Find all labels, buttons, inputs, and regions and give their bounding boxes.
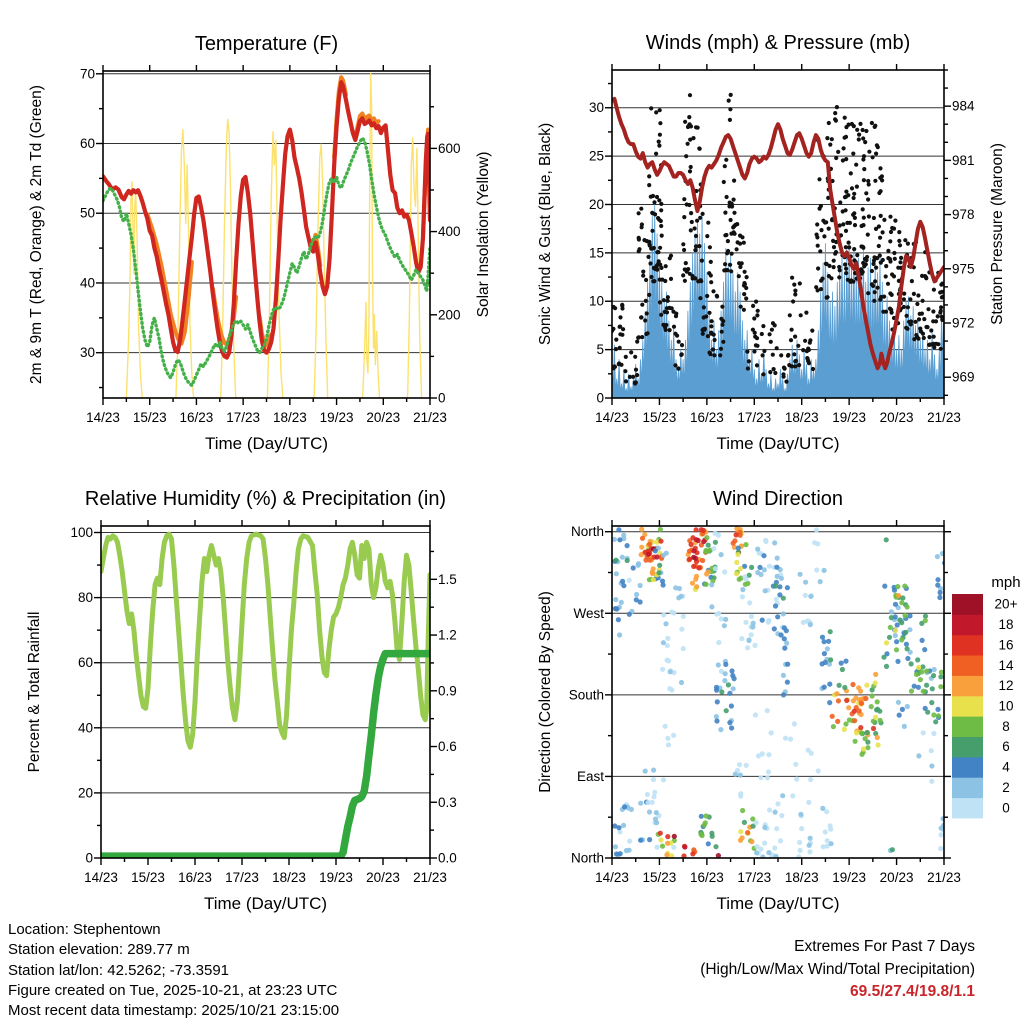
colorbar-bin-label: 12 bbox=[998, 678, 1014, 694]
x-axis-title: Time (Day/UTC) bbox=[204, 434, 329, 453]
station-elevation: Station elevation: 289.77 m bbox=[8, 941, 190, 959]
y-tick-label: 30 bbox=[79, 345, 95, 361]
y2-tick-label: 0 bbox=[438, 390, 446, 406]
y-tick-label: 0 bbox=[85, 850, 93, 866]
colorbar-bin bbox=[952, 655, 983, 676]
x-tick-label: 19/23 bbox=[319, 870, 353, 885]
colorbar-bin bbox=[952, 594, 983, 615]
x-tick-label: 17/23 bbox=[226, 410, 261, 425]
x-tick-label: 20/23 bbox=[879, 870, 914, 885]
x-tick-label: 20/23 bbox=[366, 870, 400, 885]
y-tick-label: 5 bbox=[596, 342, 604, 358]
data-timestamp: Most recent data timestamp: 2025/10/21 23:15:00 bbox=[8, 1002, 340, 1020]
relative-humidity bbox=[101, 534, 430, 747]
x-tick-label: 16/23 bbox=[179, 410, 214, 425]
y2-tick-label: 400 bbox=[438, 224, 461, 240]
x-tick-label: 20/23 bbox=[879, 410, 914, 425]
y-tick-label: 40 bbox=[79, 275, 95, 291]
y2-tick-label: 0.0 bbox=[438, 850, 457, 866]
y-tick-label: 25 bbox=[588, 148, 604, 164]
colorbar-bin-label: 8 bbox=[1002, 718, 1010, 734]
2m-temperature bbox=[103, 82, 430, 357]
colorbar-bin bbox=[952, 737, 983, 758]
x-tick-label: 21/23 bbox=[927, 410, 961, 425]
extremes-summary bbox=[700, 936, 975, 1004]
chart-title: Temperature (F) bbox=[194, 33, 339, 55]
y2-tick-label: 969 bbox=[952, 369, 975, 385]
y-tick-label: 60 bbox=[77, 655, 93, 671]
x-tick-label: 21/23 bbox=[927, 870, 961, 885]
colorbar-bin-label: 16 bbox=[998, 637, 1014, 653]
y2-tick-label: 981 bbox=[952, 152, 975, 168]
y-tick-label: South bbox=[568, 687, 604, 703]
y-tick-label: East bbox=[576, 768, 604, 784]
y-tick-label: 10 bbox=[588, 293, 604, 309]
y-tick-label: 15 bbox=[588, 245, 604, 261]
extremes-values: 69.5/27.4/19.8/1.1 bbox=[850, 983, 975, 1000]
y-tick-label: 20 bbox=[77, 785, 93, 801]
colorbar-bin-label: 20+ bbox=[994, 596, 1018, 612]
y-tick-label: North bbox=[570, 524, 604, 540]
colorbar-bin-label: 14 bbox=[998, 657, 1014, 673]
x-tick-label: 18/23 bbox=[272, 870, 306, 885]
y2-tick-label: 0.9 bbox=[438, 683, 457, 699]
x-tick-label: 21/23 bbox=[413, 410, 447, 425]
colorbar-bin bbox=[952, 614, 983, 635]
x-tick-label: 14/23 bbox=[595, 870, 629, 885]
winds-chart bbox=[537, 32, 1006, 453]
chart-title: Wind Direction bbox=[712, 488, 844, 510]
chart-title: Winds (mph) & Pressure (mb) bbox=[645, 32, 911, 54]
y2-tick-label: 975 bbox=[952, 261, 975, 277]
station-info bbox=[8, 920, 339, 1021]
x-tick-label: 17/23 bbox=[225, 870, 259, 885]
y-tick-label: 80 bbox=[77, 590, 93, 606]
left-axis-title: Sonic Wind & Gust (Blue, Black) bbox=[537, 122, 554, 346]
extremes-subtitle: (High/Low/Max Wind/Total Precipitation) bbox=[700, 960, 975, 978]
x-tick-label: 15/23 bbox=[132, 410, 167, 425]
colorbar-bin bbox=[952, 757, 983, 778]
axis-labels bbox=[26, 488, 457, 913]
y2-tick-label: 0.3 bbox=[438, 794, 457, 810]
humidity-chart bbox=[26, 488, 457, 913]
colorbar-bin bbox=[952, 777, 983, 798]
x-tick-label: 20/23 bbox=[366, 410, 401, 425]
x-tick-label: 16/23 bbox=[689, 410, 724, 425]
y-tick-label: 0 bbox=[596, 390, 604, 406]
y2-tick-label: 200 bbox=[438, 307, 461, 323]
x-tick-label: 14/23 bbox=[86, 410, 120, 425]
left-axis-title: Percent & Total Rainfall bbox=[26, 611, 43, 773]
x-tick-label: 18/23 bbox=[784, 410, 819, 425]
x-tick-label: 17/23 bbox=[737, 870, 772, 885]
y-tick-label: 50 bbox=[79, 205, 95, 221]
x-tick-label: 18/23 bbox=[272, 410, 307, 425]
colorbar-bin-label: 18 bbox=[998, 617, 1014, 633]
x-tick-label: 15/23 bbox=[642, 870, 677, 885]
x-tick-label: 16/23 bbox=[178, 870, 212, 885]
x-tick-label: 21/23 bbox=[413, 870, 447, 885]
x-tick-label: 14/23 bbox=[84, 870, 118, 885]
y-tick-label: 70 bbox=[79, 66, 95, 82]
y-tick-label: 60 bbox=[79, 136, 95, 152]
colorbar-bin bbox=[952, 798, 983, 819]
station-location: Location: Stephentown bbox=[8, 921, 161, 938]
figure-created: Figure created on Tue, 2025-10-21, at 23:23 UTC bbox=[8, 981, 338, 999]
2m-dewpoint bbox=[103, 138, 430, 386]
x-tick-label: 18/23 bbox=[784, 870, 819, 885]
colorbar-bin bbox=[952, 716, 983, 737]
x-tick-label: 19/23 bbox=[832, 410, 867, 425]
y2-tick-label: 972 bbox=[952, 315, 975, 331]
colorbar-bin-label: 10 bbox=[998, 698, 1014, 714]
x-tick-label: 15/23 bbox=[131, 870, 165, 885]
x-tick-label: 16/23 bbox=[689, 870, 724, 885]
speed-colorbar bbox=[952, 574, 1021, 818]
x-axis-title: Time (Day/UTC) bbox=[716, 894, 840, 913]
y2-tick-label: 978 bbox=[952, 207, 975, 223]
x-axis-title: Time (Day/UTC) bbox=[203, 894, 328, 913]
colorbar-bin-label: 2 bbox=[1002, 779, 1010, 795]
x-tick-label: 19/23 bbox=[319, 410, 354, 425]
y-tick-label: West bbox=[573, 605, 604, 621]
extremes-title: Extremes For Past 7 Days bbox=[794, 938, 975, 955]
y-tick-label: 30 bbox=[588, 100, 604, 116]
wind_direction-chart bbox=[537, 488, 1021, 913]
temperature-chart bbox=[28, 33, 492, 453]
right-axis-title: Station Pressure (Maroon) bbox=[989, 143, 1006, 325]
right-axis-title: Solar Insolation (Yellow) bbox=[475, 151, 492, 318]
y2-tick-label: 1.5 bbox=[438, 571, 457, 587]
y-tick-label: 40 bbox=[77, 720, 93, 736]
y2-tick-label: 1.2 bbox=[438, 627, 457, 643]
wind-direction-dots bbox=[612, 526, 948, 860]
x-tick-label: 14/23 bbox=[595, 410, 629, 425]
colorbar-bin bbox=[952, 676, 983, 697]
y-tick-label: North bbox=[570, 850, 604, 866]
colorbar-bin bbox=[952, 635, 983, 656]
gridlines bbox=[103, 74, 430, 353]
x-axis-title: Time (Day/UTC) bbox=[716, 434, 840, 453]
chart-title: Relative Humidity (%) & Precipitation (in) bbox=[84, 488, 447, 510]
colorbar-title: mph bbox=[991, 574, 1021, 591]
x-tick-label: 15/23 bbox=[642, 410, 677, 425]
left-axis-title: Direction (Colored By Speed) bbox=[537, 591, 554, 793]
x-tick-label: 19/23 bbox=[832, 870, 867, 885]
y2-tick-label: 0.6 bbox=[438, 739, 457, 755]
station-latlon: Station lat/lon: 42.5262; -73.3591 bbox=[8, 961, 230, 979]
9m-temperature bbox=[147, 77, 430, 345]
y-tick-label: 100 bbox=[70, 525, 93, 541]
colorbar-bin bbox=[952, 696, 983, 717]
colorbar-bin-label: 6 bbox=[1002, 739, 1010, 755]
colorbar-bin-label: 0 bbox=[1002, 800, 1010, 816]
y-tick-label: 20 bbox=[588, 196, 604, 212]
y2-tick-label: 984 bbox=[952, 98, 975, 114]
y2-tick-label: 600 bbox=[438, 140, 461, 156]
x-tick-label: 17/23 bbox=[737, 410, 772, 425]
colorbar-bin-label: 4 bbox=[1002, 759, 1010, 775]
left-axis-title: 2m & 9m T (Red, Orange) & 2m Td (Green) bbox=[28, 85, 45, 384]
